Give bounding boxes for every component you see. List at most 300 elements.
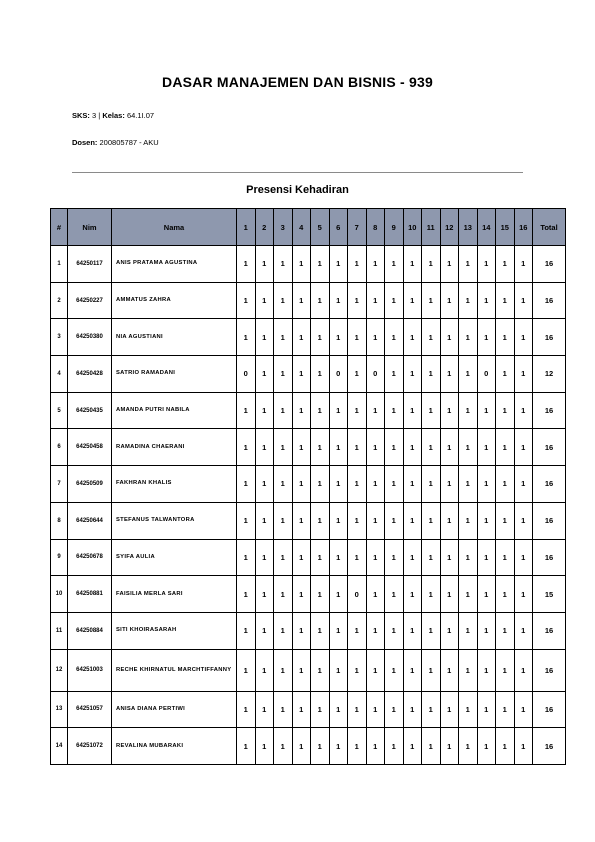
row-number-cell: 9 — [51, 539, 68, 576]
attendance-cell: 1 — [237, 612, 256, 649]
attendance-cell: 1 — [292, 282, 311, 319]
column-header: Nim — [68, 209, 112, 246]
nim-cell: 64250380 — [68, 319, 112, 356]
attendance-cell: 1 — [403, 392, 422, 429]
attendance-cell: 1 — [422, 728, 441, 765]
nim-cell: 64250644 — [68, 502, 112, 539]
attendance-cell: 1 — [274, 576, 293, 613]
attendance-cell: 1 — [255, 429, 274, 466]
nim-cell: 64250881 — [68, 576, 112, 613]
attendance-cell: 1 — [385, 612, 404, 649]
attendance-cell: 1 — [237, 649, 256, 691]
attendance-cell: 1 — [477, 612, 496, 649]
table-row — [51, 392, 566, 429]
total-cell: 16 — [533, 282, 566, 319]
name-cell: NIA AGUSTIANI — [112, 319, 237, 356]
attendance-cell: 1 — [403, 576, 422, 613]
attendance-cell: 1 — [514, 282, 533, 319]
attendance-cell: 1 — [274, 649, 293, 691]
separator: | — [98, 111, 101, 120]
attendance-cell: 1 — [311, 502, 330, 539]
attendance-cell: 1 — [237, 691, 256, 728]
attendance-cell: 1 — [311, 392, 330, 429]
attendance-cell: 1 — [366, 649, 385, 691]
nim-cell: 64250428 — [68, 356, 112, 393]
attendance-cell: 1 — [255, 612, 274, 649]
nim-cell: 64250884 — [68, 612, 112, 649]
attendance-cell: 1 — [366, 539, 385, 576]
attendance-cell: 1 — [311, 429, 330, 466]
attendance-cell: 1 — [385, 429, 404, 466]
table-header-row — [51, 209, 566, 246]
attendance-cell: 1 — [348, 649, 367, 691]
attendance-cell: 1 — [403, 502, 422, 539]
name-cell: SYIFA AULIA — [112, 539, 237, 576]
attendance-cell: 1 — [459, 649, 478, 691]
attendance-cell: 1 — [403, 728, 422, 765]
column-header: 2 — [255, 209, 274, 246]
attendance-cell: 1 — [440, 429, 459, 466]
attendance-cell: 1 — [496, 539, 515, 576]
column-header: 8 — [366, 209, 385, 246]
name-cell: AMANDA PUTRI NABILA — [112, 392, 237, 429]
attendance-cell: 0 — [329, 356, 348, 393]
attendance-cell: 1 — [366, 728, 385, 765]
attendance-cell: 1 — [255, 502, 274, 539]
attendance-cell: 1 — [514, 612, 533, 649]
attendance-cell: 1 — [514, 728, 533, 765]
total-cell: 16 — [533, 246, 566, 283]
table-row — [51, 319, 566, 356]
attendance-cell: 1 — [329, 691, 348, 728]
column-header: 10 — [403, 209, 422, 246]
attendance-cell: 1 — [496, 246, 515, 283]
row-number-cell: 1 — [51, 246, 68, 283]
attendance-cell: 1 — [366, 246, 385, 283]
attendance-cell: 1 — [514, 319, 533, 356]
attendance-cell: 1 — [348, 612, 367, 649]
column-header: 4 — [292, 209, 311, 246]
attendance-cell: 1 — [422, 576, 441, 613]
attendance-cell: 1 — [459, 356, 478, 393]
name-cell: FAKHRAN KHALIS — [112, 466, 237, 503]
attendance-cell: 1 — [403, 319, 422, 356]
attendance-cell: 1 — [459, 392, 478, 429]
attendance-cell: 1 — [477, 691, 496, 728]
attendance-cell: 1 — [440, 612, 459, 649]
name-cell: RAMADINA CHAERANI — [112, 429, 237, 466]
column-header: Nama — [112, 209, 237, 246]
name-cell: RECHE KHIRNATUL MARCHTIFFANNY — [112, 649, 237, 691]
attendance-cell: 1 — [477, 539, 496, 576]
attendance-cell: 1 — [385, 319, 404, 356]
attendance-cell: 1 — [311, 728, 330, 765]
column-header: 6 — [329, 209, 348, 246]
name-cell: AMMATUS ZAHRA — [112, 282, 237, 319]
attendance-cell: 1 — [496, 429, 515, 466]
total-cell: 16 — [533, 612, 566, 649]
attendance-cell: 1 — [385, 502, 404, 539]
attendance-cell: 1 — [329, 576, 348, 613]
attendance-cell: 1 — [440, 356, 459, 393]
attendance-cell: 1 — [477, 392, 496, 429]
attendance-cell: 1 — [422, 392, 441, 429]
attendance-cell: 1 — [477, 576, 496, 613]
attendance-cell: 1 — [440, 282, 459, 319]
attendance-cell: 1 — [477, 246, 496, 283]
sks-value: 3 — [92, 111, 97, 120]
attendance-cell: 1 — [366, 691, 385, 728]
attendance-cell: 1 — [366, 466, 385, 503]
attendance-cell: 1 — [329, 429, 348, 466]
attendance-cell: 1 — [311, 649, 330, 691]
attendance-cell: 1 — [274, 612, 293, 649]
attendance-cell: 1 — [274, 691, 293, 728]
attendance-cell: 1 — [385, 392, 404, 429]
attendance-cell: 1 — [422, 356, 441, 393]
attendance-cell: 1 — [459, 502, 478, 539]
attendance-cell: 1 — [348, 319, 367, 356]
attendance-cell: 1 — [440, 691, 459, 728]
table-row — [51, 429, 566, 466]
attendance-cell: 1 — [385, 246, 404, 283]
attendance-cell: 1 — [440, 466, 459, 503]
attendance-cell: 1 — [255, 728, 274, 765]
name-cell: REVALINA MUBARAKI — [112, 728, 237, 765]
attendance-cell: 1 — [329, 466, 348, 503]
attendance-cell: 1 — [403, 356, 422, 393]
column-header: 9 — [385, 209, 404, 246]
attendance-cell: 1 — [403, 246, 422, 283]
nim-cell: 64250117 — [68, 246, 112, 283]
attendance-cell: 1 — [329, 649, 348, 691]
attendance-cell: 1 — [329, 246, 348, 283]
row-number-cell: 3 — [51, 319, 68, 356]
attendance-cell: 1 — [440, 728, 459, 765]
attendance-cell: 1 — [237, 319, 256, 356]
attendance-cell: 1 — [255, 246, 274, 283]
row-number-cell: 4 — [51, 356, 68, 393]
attendance-cell: 1 — [255, 392, 274, 429]
attendance-cell: 1 — [440, 576, 459, 613]
attendance-cell: 1 — [496, 649, 515, 691]
attendance-cell: 1 — [292, 319, 311, 356]
attendance-cell: 1 — [255, 319, 274, 356]
course-info — [72, 111, 154, 120]
attendance-cell: 1 — [255, 466, 274, 503]
attendance-cell: 1 — [514, 691, 533, 728]
total-cell: 16 — [533, 392, 566, 429]
attendance-cell: 1 — [422, 612, 441, 649]
table-row — [51, 576, 566, 613]
attendance-cell: 1 — [366, 392, 385, 429]
attendance-cell: 1 — [292, 429, 311, 466]
attendance-cell: 1 — [440, 319, 459, 356]
attendance-cell: 1 — [255, 576, 274, 613]
attendance-cell: 1 — [292, 691, 311, 728]
attendance-cell: 1 — [477, 502, 496, 539]
attendance-cell: 1 — [477, 649, 496, 691]
attendance-cell: 1 — [274, 539, 293, 576]
attendance-cell: 1 — [403, 429, 422, 466]
attendance-cell: 1 — [329, 282, 348, 319]
attendance-cell: 1 — [329, 728, 348, 765]
row-number-cell: 11 — [51, 612, 68, 649]
row-number-cell: 6 — [51, 429, 68, 466]
attendance-cell: 1 — [348, 246, 367, 283]
attendance-cell: 1 — [274, 466, 293, 503]
name-cell: SITI KHOIRASARAH — [112, 612, 237, 649]
attendance-cell: 1 — [477, 466, 496, 503]
attendance-cell: 1 — [514, 502, 533, 539]
attendance-cell: 1 — [422, 319, 441, 356]
column-header: 5 — [311, 209, 330, 246]
row-number-cell: 10 — [51, 576, 68, 613]
attendance-cell: 1 — [514, 392, 533, 429]
attendance-cell: 1 — [514, 649, 533, 691]
attendance-cell: 1 — [403, 649, 422, 691]
attendance-cell: 1 — [255, 282, 274, 319]
attendance-cell: 1 — [385, 576, 404, 613]
attendance-cell: 1 — [292, 576, 311, 613]
total-cell: 16 — [533, 691, 566, 728]
attendance-cell: 1 — [496, 356, 515, 393]
attendance-cell: 1 — [255, 539, 274, 576]
attendance-cell: 1 — [496, 502, 515, 539]
table-row — [51, 691, 566, 728]
attendance-cell: 1 — [403, 612, 422, 649]
attendance-cell: 1 — [329, 502, 348, 539]
attendance-cell: 1 — [422, 502, 441, 539]
attendance-cell: 1 — [496, 691, 515, 728]
table-row — [51, 612, 566, 649]
attendance-cell: 1 — [496, 319, 515, 356]
attendance-cell: 1 — [329, 392, 348, 429]
column-header: 11 — [422, 209, 441, 246]
attendance-cell: 1 — [311, 539, 330, 576]
total-cell: 16 — [533, 319, 566, 356]
table-row — [51, 282, 566, 319]
attendance-cell: 1 — [496, 282, 515, 319]
nim-cell: 64250509 — [68, 466, 112, 503]
attendance-cell: 1 — [422, 282, 441, 319]
attendance-cell: 1 — [459, 319, 478, 356]
name-cell: ANIS PRATAMA AGUSTINA — [112, 246, 237, 283]
attendance-cell: 1 — [459, 612, 478, 649]
attendance-cell: 1 — [292, 539, 311, 576]
attendance-cell: 1 — [311, 282, 330, 319]
attendance-cell: 1 — [459, 429, 478, 466]
dosen-label: Dosen: — [72, 138, 98, 147]
column-header: 16 — [514, 209, 533, 246]
attendance-cell: 1 — [274, 429, 293, 466]
attendance-cell: 1 — [348, 691, 367, 728]
attendance-cell: 1 — [422, 429, 441, 466]
attendance-cell: 1 — [403, 466, 422, 503]
total-cell: 12 — [533, 356, 566, 393]
dosen-value: 200805787 - AKU — [99, 138, 159, 147]
attendance-cell: 1 — [274, 392, 293, 429]
attendance-cell: 1 — [459, 576, 478, 613]
column-header: 15 — [496, 209, 515, 246]
name-cell: SATRIO RAMADANI — [112, 356, 237, 393]
attendance-cell: 1 — [496, 576, 515, 613]
total-cell: 15 — [533, 576, 566, 613]
row-number-cell: 7 — [51, 466, 68, 503]
attendance-cell: 0 — [366, 356, 385, 393]
kelas-label: Kelas: — [102, 111, 125, 120]
attendance-cell: 1 — [403, 539, 422, 576]
row-number-cell: 12 — [51, 649, 68, 691]
total-cell: 16 — [533, 466, 566, 503]
column-header: 3 — [274, 209, 293, 246]
attendance-cell: 1 — [255, 649, 274, 691]
attendance-cell: 1 — [348, 539, 367, 576]
total-cell: 16 — [533, 728, 566, 765]
attendance-cell: 1 — [274, 282, 293, 319]
attendance-cell: 1 — [237, 502, 256, 539]
attendance-cell: 1 — [459, 282, 478, 319]
attendance-cell: 1 — [477, 728, 496, 765]
attendance-table — [50, 208, 566, 765]
attendance-cell: 1 — [496, 612, 515, 649]
attendance-cell: 1 — [366, 282, 385, 319]
attendance-cell: 1 — [348, 282, 367, 319]
attendance-cell: 1 — [422, 246, 441, 283]
attendance-cell: 1 — [329, 539, 348, 576]
nim-cell: 64250435 — [68, 392, 112, 429]
attendance-cell: 1 — [292, 649, 311, 691]
attendance-cell: 1 — [292, 392, 311, 429]
attendance-cell: 1 — [477, 282, 496, 319]
attendance-cell: 1 — [237, 539, 256, 576]
attendance-cell: 1 — [348, 356, 367, 393]
attendance-cell: 1 — [459, 246, 478, 283]
attendance-cell: 0 — [237, 356, 256, 393]
attendance-cell: 1 — [385, 539, 404, 576]
attendance-cell: 1 — [366, 612, 385, 649]
attendance-cell: 1 — [385, 356, 404, 393]
attendance-cell: 1 — [274, 356, 293, 393]
kelas-value: 64.1I.07 — [126, 111, 155, 120]
attendance-cell: 1 — [348, 728, 367, 765]
attendance-cell: 1 — [366, 319, 385, 356]
attendance-cell: 1 — [292, 728, 311, 765]
name-cell: ANISA DIANA PERTIWI — [112, 691, 237, 728]
attendance-cell: 1 — [292, 246, 311, 283]
attendance-cell: 1 — [237, 392, 256, 429]
attendance-cell: 1 — [385, 691, 404, 728]
total-cell: 16 — [533, 539, 566, 576]
attendance-cell: 1 — [440, 502, 459, 539]
attendance-cell: 1 — [422, 539, 441, 576]
attendance-cell: 1 — [514, 429, 533, 466]
attendance-cell: 1 — [237, 246, 256, 283]
attendance-cell: 1 — [422, 466, 441, 503]
attendance-cell: 1 — [514, 466, 533, 503]
table-body — [51, 246, 566, 765]
attendance-cell: 1 — [385, 466, 404, 503]
table-row — [51, 246, 566, 283]
attendance-cell: 1 — [292, 466, 311, 503]
column-header: 7 — [348, 209, 367, 246]
attendance-cell: 1 — [440, 649, 459, 691]
table-row — [51, 649, 566, 691]
total-cell: 16 — [533, 649, 566, 691]
attendance-cell: 1 — [329, 319, 348, 356]
attendance-cell: 1 — [385, 728, 404, 765]
table-row — [51, 728, 566, 765]
attendance-cell: 1 — [459, 539, 478, 576]
attendance-cell: 1 — [237, 282, 256, 319]
attendance-cell: 1 — [514, 539, 533, 576]
page-title: DASAR MANAJEMEN DAN BISNIS - 939 — [162, 74, 433, 90]
attendance-cell: 1 — [255, 356, 274, 393]
attendance-cell: 1 — [440, 392, 459, 429]
sks-label: SKS: — [72, 111, 90, 120]
attendance-cell: 1 — [385, 282, 404, 319]
attendance-cell: 1 — [422, 691, 441, 728]
attendance-cell: 1 — [311, 356, 330, 393]
attendance-cell: 1 — [440, 246, 459, 283]
attendance-cell: 1 — [311, 319, 330, 356]
attendance-cell: 1 — [477, 429, 496, 466]
row-number-cell: 14 — [51, 728, 68, 765]
attendance-cell: 1 — [403, 282, 422, 319]
attendance-cell: 1 — [348, 392, 367, 429]
attendance-cell: 1 — [514, 576, 533, 613]
attendance-cell: 1 — [274, 246, 293, 283]
attendance-cell: 1 — [385, 649, 404, 691]
column-header: 12 — [440, 209, 459, 246]
attendance-cell: 1 — [366, 502, 385, 539]
nim-cell: 64250227 — [68, 282, 112, 319]
attendance-cell: 0 — [348, 576, 367, 613]
attendance-cell: 1 — [422, 649, 441, 691]
attendance-cell: 1 — [237, 466, 256, 503]
column-header: 14 — [477, 209, 496, 246]
attendance-cell: 1 — [459, 466, 478, 503]
attendance-cell: 1 — [311, 576, 330, 613]
name-cell: STEFANUS TALWANTORA — [112, 502, 237, 539]
row-number-cell: 8 — [51, 502, 68, 539]
column-header: # — [51, 209, 68, 246]
attendance-cell: 1 — [237, 728, 256, 765]
attendance-cell: 1 — [348, 429, 367, 466]
attendance-cell: 1 — [514, 356, 533, 393]
table-row — [51, 356, 566, 393]
nim-cell: 64250458 — [68, 429, 112, 466]
attendance-cell: 1 — [366, 576, 385, 613]
attendance-cell: 1 — [311, 466, 330, 503]
attendance-cell: 1 — [274, 319, 293, 356]
attendance-cell: 1 — [348, 502, 367, 539]
total-cell: 16 — [533, 502, 566, 539]
attendance-cell: 1 — [496, 728, 515, 765]
attendance-cell: 1 — [311, 612, 330, 649]
attendance-cell: 1 — [274, 502, 293, 539]
row-number-cell: 2 — [51, 282, 68, 319]
attendance-cell: 1 — [311, 691, 330, 728]
attendance-cell: 1 — [496, 392, 515, 429]
attendance-cell: 1 — [292, 612, 311, 649]
attendance-cell: 1 — [366, 429, 385, 466]
attendance-cell: 1 — [255, 691, 274, 728]
column-header: Total — [533, 209, 566, 246]
nim-cell: 64251072 — [68, 728, 112, 765]
lecturer-info — [72, 138, 159, 147]
attendance-cell: 1 — [292, 356, 311, 393]
